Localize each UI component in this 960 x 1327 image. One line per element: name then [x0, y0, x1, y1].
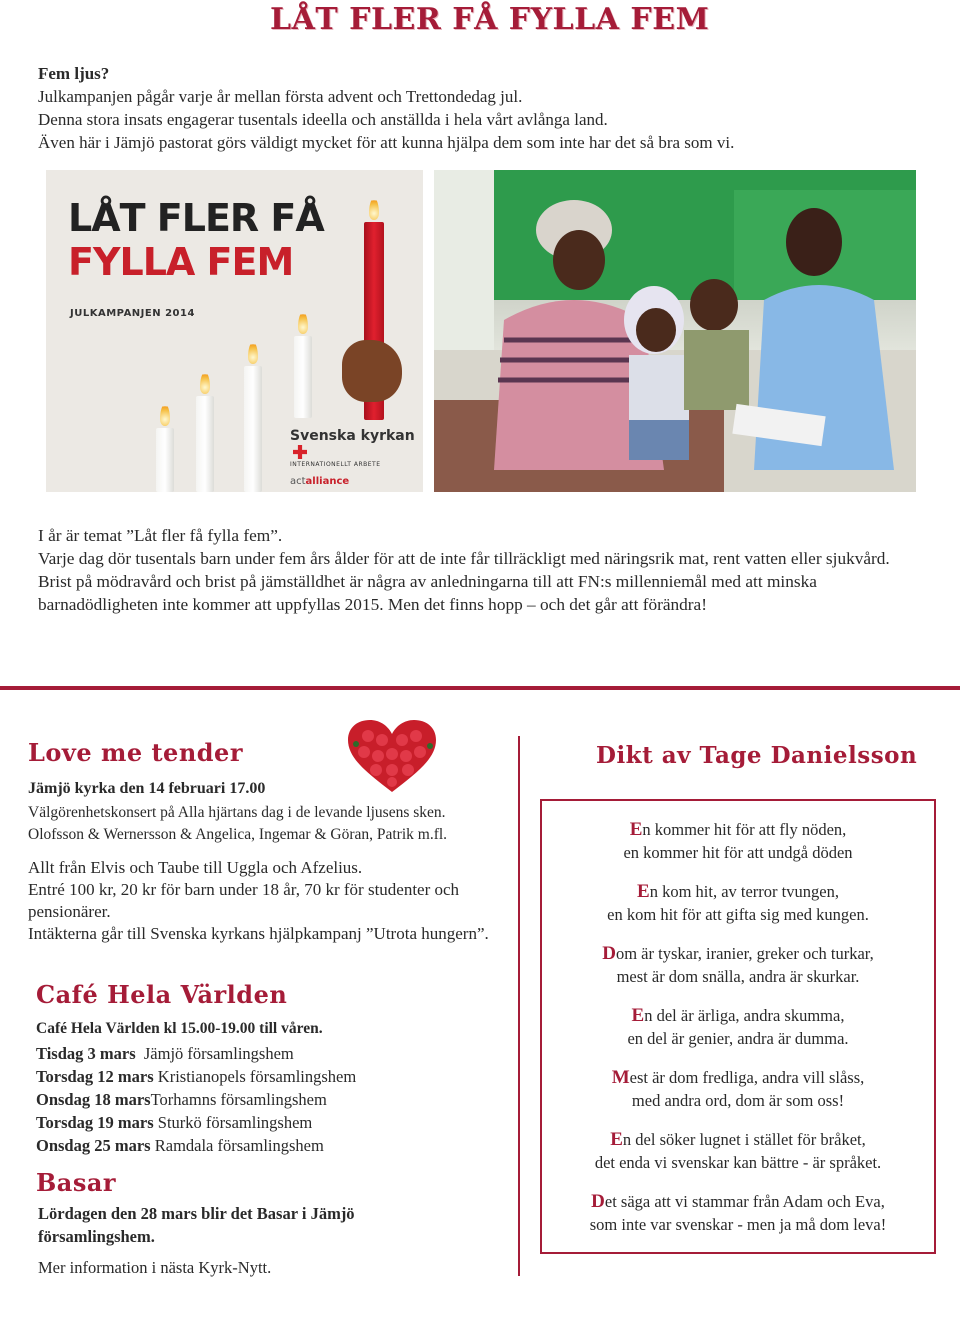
logo-subtext: INTERNATIONELLT ARBETE [290, 461, 381, 468]
flame-icon [248, 342, 258, 364]
flame-icon [160, 404, 170, 426]
intro-line: Julkampanjen pågår varje år mellan första advent och Trettondedag jul. [38, 87, 523, 106]
cross-icon [293, 445, 307, 459]
campaign-text [38, 524, 918, 616]
poem-stanza: Det säga att vi stammar från Adam och Eva, som inte var svenskar - men ja må dom leva! [589, 1191, 887, 1234]
logo-text: Svenska kyrkan [290, 428, 415, 444]
intro-line: Även här i Jämjö pastorat görs väldigt mycket för att kunna hjälpa dem som inte har det så bra som vi. [38, 133, 735, 152]
flame-icon [200, 372, 210, 394]
act-alliance-logo: actalliance [290, 476, 350, 487]
column-divider [518, 736, 520, 1276]
cafe-schedule-item: Torsdag 19 mars Sturkö församlingshem [36, 1113, 313, 1132]
candle [244, 366, 262, 492]
cafe-schedule-header: Café Hela Världen kl 15.00-19.00 till våren. [36, 1020, 323, 1037]
basar-more-info: Mer information i nästa Kyrk-Nytt. [38, 1258, 272, 1277]
concert-date: Jämjö kyrka den 14 februari 17.00 [28, 780, 266, 797]
poem-stanza: En kommer hit för att fly nöden, en kommer hit för att undgå döden [623, 819, 853, 862]
poem-stanza: En del är ärliga, andra skumma, en del är genier, andra är dumma. [627, 1005, 849, 1048]
rose-heart-icon [346, 718, 438, 794]
basar-announcement: Lördagen den 28 mars blir det Basar i Jämjö församlingshem. [38, 1204, 355, 1246]
poster-title-line2: FYLLA FEM [68, 240, 294, 284]
basar-heading: Basar [36, 1168, 117, 1197]
love-me-tender-heading: Love me tender [28, 738, 243, 767]
intro-lead: Fem ljus? [38, 64, 110, 83]
cafe-heading: Café Hela Världen [36, 980, 288, 1009]
hand-holding-candle [342, 340, 402, 402]
candle [196, 396, 214, 492]
flame-icon [298, 312, 308, 334]
concert-description [28, 802, 447, 846]
page-title: LÅT FLER FÅ FYLLA FEM [270, 2, 710, 37]
campaign-poster-image [46, 170, 423, 492]
cafe-schedule [36, 1017, 356, 1157]
concert-performers: Olofsson & Wernersson & Angelica, Ingemar & Göran, Patrik m.fl. [28, 826, 448, 843]
poem-stanza: En del söker lugnet i stället för bråket, det enda vi svenskar kan bättre - är språket. [594, 1129, 882, 1172]
concert-detail-line: Allt från Elvis och Taube till Uggla och Afzelius. [28, 858, 363, 877]
concert-proceeds: Intäkterna går till Svenska kyrkans hjälpkampanj ”Utrota hungern”. [28, 924, 489, 943]
poem-stanza: Dom är tyskar, iranier, greker och turkar, mest är dom snälla, andra är skurkar. [602, 943, 874, 986]
poster-title-line1: LÅT FLER FÅ [68, 196, 324, 240]
cafe-schedule-item: Onsdag 18 marsTorhamns församlingshem [36, 1090, 327, 1109]
concert-desc-line: Välgörenhetskonsert på Alla hjärtans dag i de levande ljusens sken. [28, 804, 446, 821]
family-photo [434, 170, 916, 492]
body-paragraph: Brist på mödravård och brist på jämställdhet är några av anledningarna till att FN:s millenniemål med att minska barnadödligheten inte kommer att uppfyllas 2015. Men det finns hopp – och det går att förändra! [38, 572, 817, 614]
intro-section [38, 62, 918, 154]
poem-stanza: Mest är dom fredliga, andra vill slåss, med andra ord, dom är som oss! [611, 1067, 865, 1110]
concert-price: Entré 100 kr, 20 kr för barn under 18 år, 70 kr för studenter och pensionärer. [28, 880, 460, 921]
body-paragraph: I år är temat ”Låt fler få fylla fem”. [38, 526, 283, 545]
candle [294, 336, 312, 418]
family-illustration [434, 170, 916, 492]
poem-stanza: En kom hit, av terror tvungen, en kom hit för att gifta sig med kungen. [607, 881, 869, 924]
intro-line: Denna stora insats engagerar tusentals ideella och anställda i hela vårt avlånga land. [38, 110, 608, 129]
poster-subtitle: JULKAMPANJEN 2014 [70, 308, 195, 319]
cafe-schedule-item: Onsdag 25 mars Ramdala församlingshem [36, 1136, 324, 1155]
concert-details [28, 857, 518, 945]
flame-icon [369, 198, 379, 220]
cafe-schedule-item: Torsdag 12 mars Kristianopels församlingshem [36, 1067, 357, 1086]
body-paragraph: Varje dag dör tusentals barn under fem års ålder för att de inte får tillräckligt med näringsrik mat, rent vatten eller sjukvård. [38, 549, 890, 568]
candle [156, 428, 174, 492]
poem-heading: Dikt av Tage Danielsson [596, 742, 918, 769]
poem-text [542, 818, 934, 1252]
cafe-schedule-item: Tisdag 3 mars Jämjö församlingshem [36, 1044, 294, 1063]
section-divider [0, 686, 960, 690]
svenska-kyrkan-logo [290, 428, 423, 487]
